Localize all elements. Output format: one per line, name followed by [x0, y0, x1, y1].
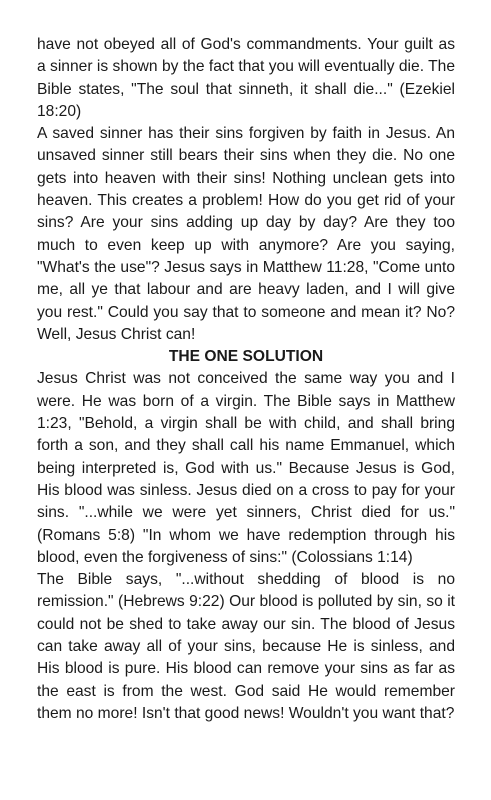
- paragraph-shedding-of-blood: The Bible says, "...without shedding of blood is no remission." (Hebrews 9:22) Our blood is polluted by sin, so it could not be shed to take away our sin. The blood of Jesus can take away all of your sins, because He is sinless, and His blood is pure. His blood can remove your sins as far as the east is from the west. God said He would remember them no more! Isn't that good news! Wouldn't you want that?: [37, 571, 455, 722]
- paragraph-virgin-birth: Jesus Christ was not conceived the same way you and I were. He was born of a virgin. The Bible says in Matthew 1:23, "Behold, a virgin shall be with child, and shall bring forth a son, and they shall call his name Emmanuel, which being interpreted is, God with us." Because Jesus is God, His blood was sinless. Jesus died on a cross to pay for your sins. "...while we were yet sinners, Christ died for us." (Romans 5:8) "In whom we have redemption through his blood, even the forgiveness of sins:" (Colossians 1:14): [37, 370, 455, 566]
- page-body: [37, 34, 455, 725]
- paragraph-continued-guilt: have not obeyed all of God's commandments. Your guilt as a sinner is shown by the fact that you will eventually die. The Bible states, "The soul that sinneth, it shall die..." (Ezekiel 18:20): [37, 36, 455, 120]
- paragraph-saved-sinner: A saved sinner has their sins forgiven by faith in Jesus. An unsaved sinner still bears their sins when they die. No one gets into heaven with their sins! Nothing unclean gets into heaven. This creates a problem! How do you get rid of your sins? Are your sins adding up day by day? Are they too much to even keep up with anymore? Are you saying, "What's the use"? Jesus says in Matthew 11:28, "Come unto me, all ye that labour and are heavy laden, and I will give you rest." Could you say that to someone and mean it? No? Well, Jesus Christ can!: [37, 125, 455, 343]
- section-heading: THE ONE SOLUTION: [168, 348, 324, 366]
